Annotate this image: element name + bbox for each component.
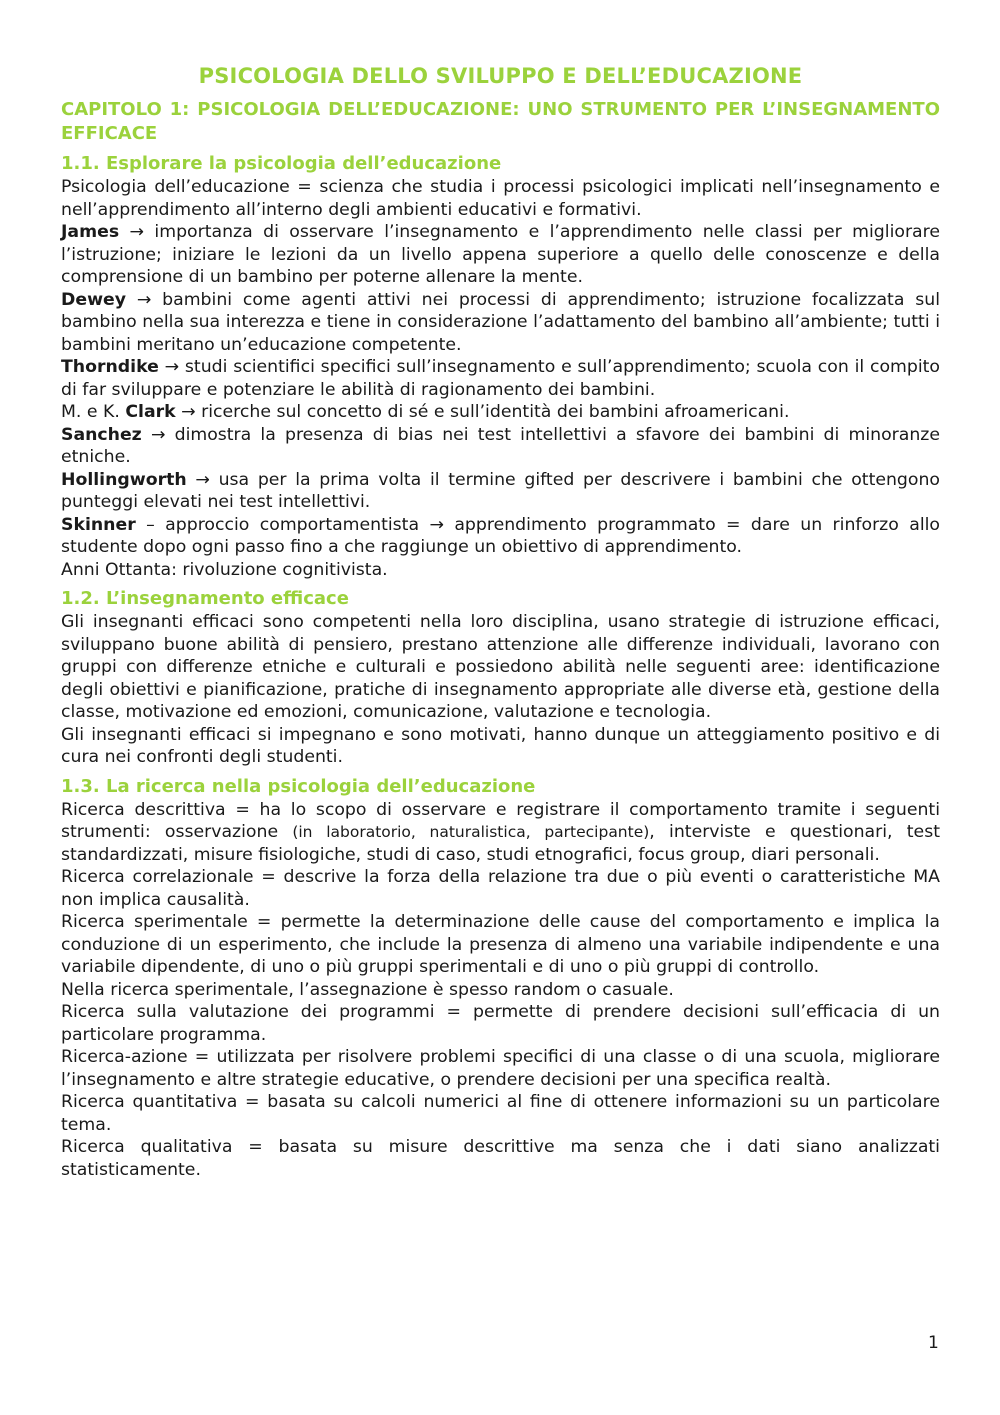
paragraph-clark [61, 401, 940, 424]
page-number: 1 [928, 1333, 939, 1353]
paragraph-text: ricerche sul concetto di sé e sull’identità dei bambini afroamericani. [195, 402, 790, 422]
arrow-icon: → [150, 424, 166, 445]
paragraph-text: – approccio comportamentista [135, 514, 430, 535]
paragraph-text: importanza di osservare l’insegnamento e l’apprendimento nelle classi per migliorare l’istruzione; iniziare le lezioni da un livello appena superiore a quello delle conoscenze e della comprensione di un bambino per poterne allenare la mente. [61, 222, 941, 287]
document-page [61, 62, 940, 1181]
paragraph-ricerca-descrittiva [61, 799, 940, 867]
paragraph-ottanta: Anni Ottanta: rivoluzione cognitivista. [61, 559, 388, 580]
paragraph-ricerca-sperimentale-2: Nella ricerca sperimentale, l’assegnazione è spesso random o casuale. [61, 979, 674, 1000]
paragraph-text: , interviste e questionari, test standardizzati, misure fisiologiche, studi di caso, studi etnografici, focus group, diari personali. [61, 822, 940, 865]
section-heading-1-3: 1.3. La ricerca nella psicologia dell’educazione [61, 775, 536, 797]
author-name: James [61, 222, 120, 242]
paragraph-text: Ricerca descrittiva = ha lo scopo di osservare e registrare il comportamento tramite i seguenti strumenti: osservazione [61, 799, 940, 842]
paragraph-text: apprendimento programmato = dare un rinforzo allo studente dopo ogni passo fino a che raggiunge un obiettivo di apprendimento. [61, 514, 940, 557]
paragraph-ricerca-quantitativa: Ricerca quantitativa = basata su calcoli numerici al fine di ottenere informazioni su un particolare tema. [61, 1092, 940, 1135]
author-name: Skinner [61, 514, 136, 535]
paragraph-dewey [61, 289, 940, 357]
author-prefix: M. e K. [61, 402, 126, 422]
arrow-icon: → [429, 514, 444, 535]
paragraph-hollingworth [61, 469, 940, 514]
author-name: Dewey [61, 289, 127, 310]
paragraph-james [61, 221, 940, 289]
paragraph-text: bambini come agenti attivi nei processi di apprendimento; istruzione focalizzata sul bambino nella sua interezza e tiene in considerazione l’adattamento del bambino all’ambiente; tutti i bambini meritano un’educazione competente. [61, 289, 940, 355]
paragraph-note: (in laboratorio, naturalistica, partecipante) [292, 823, 650, 841]
paragraph-thorndike [61, 356, 940, 401]
paragraph-text: studi scientifici specifici sull’insegnamento e sull’apprendimento; scuola con il compito di far sviluppare e potenziare le abilità di ragionamento dei bambini. [61, 357, 940, 400]
paragraph-insegnanti-2: Gli insegnanti efficaci si impegnano e sono motivati, hanno dunque un atteggiamento positivo e di cura nei confronti degli studenti. [61, 724, 940, 767]
paragraph-sanchez [61, 424, 940, 469]
arrow-icon: → [136, 289, 152, 310]
paragraph-ricerca-azione: Ricerca-azione = utilizzata per risolvere problemi specifici di una classe o di una scuola, migliorare l’insegnamento e altre strategie educative, o prendere decisioni per una specifica realtà. [61, 1047, 940, 1090]
paragraph-ricerca-correlazionale: Ricerca correlazionale = descrive la forza della relazione tra due o più eventi o caratteristiche MA non implica causalità. [61, 867, 940, 910]
paragraph-insegnanti-1: Gli insegnanti efficaci sono competenti nella loro disciplina, usano strategie di istruzione efficaci, sviluppano buone abilità di pensiero, prestano attenzione alle differenze individuali, lavorano con gruppi con differenze etniche e culturali e possiedono abilità nelle seguenti aree: identificazione degli obiettivi e pianificazione, pratiche di insegnamento appropriate alle diverse età, gestione della classe, motivazione ed emozioni, comunicazione, valutazione e tecnologia. [61, 612, 940, 722]
paragraph-skinner [61, 514, 940, 559]
section-heading-1-2: 1.2. L’insegnamento efficace [61, 588, 349, 609]
paragraph-text: usa per la prima volta il termine gifted per descrivere i bambini che ottengono punteggi elevati nei test intellettivi. [61, 469, 940, 512]
author-name: Thorndike [61, 357, 159, 377]
paragraph-ricerca-qualitativa: Ricerca qualitativa = basata su misure descrittive ma senza che i dati siano analizzati statisticamente. [61, 1137, 940, 1180]
author-name: Sanchez [61, 424, 142, 445]
arrow-icon: → [195, 469, 210, 490]
arrow-icon: → [129, 222, 145, 242]
author-name: Clark [125, 402, 176, 422]
paragraph-text: dimostra la presenza di bias nei test intellettivi a sfavore dei bambini di minoranze etniche. [61, 424, 940, 467]
paragraph-ricerca-sperimentale: Ricerca sperimentale = permette la determinazione delle cause del comportamento e implica la conduzione di un esperimento, che include la presenza di almeno una variabile indipendente e una variabile dipendente, di uno o più gruppi sperimentali e di uno o più gruppi di controllo. [61, 912, 940, 977]
paragraph-definition: Psicologia dell’educazione = scienza che studia i processi psicologici implicati nell’insegnamento e nell’apprendimento all’interno degli ambienti educativi e formativi. [61, 177, 940, 220]
document-title: PSICOLOGIA DELLO SVILUPPO E DELL’EDUCAZIONE [198, 64, 803, 88]
paragraph-ricerca-valutazione: Ricerca sulla valutazione dei programmi = permette di prendere decisioni sull’efficacia di un particolare programma. [61, 1002, 940, 1045]
author-name: Hollingworth [61, 469, 187, 490]
chapter-heading: CAPITOLO 1: PSICOLOGIA DELL’EDUCAZIONE: UNO STRUMENTO PER L’INSEGNAMENTO EFFICACE [61, 99, 940, 144]
arrow-icon: → [164, 357, 180, 377]
section-heading-1-1: 1.1. Esplorare la psicologia dell’educazione [61, 153, 502, 174]
arrow-icon: → [181, 402, 196, 422]
